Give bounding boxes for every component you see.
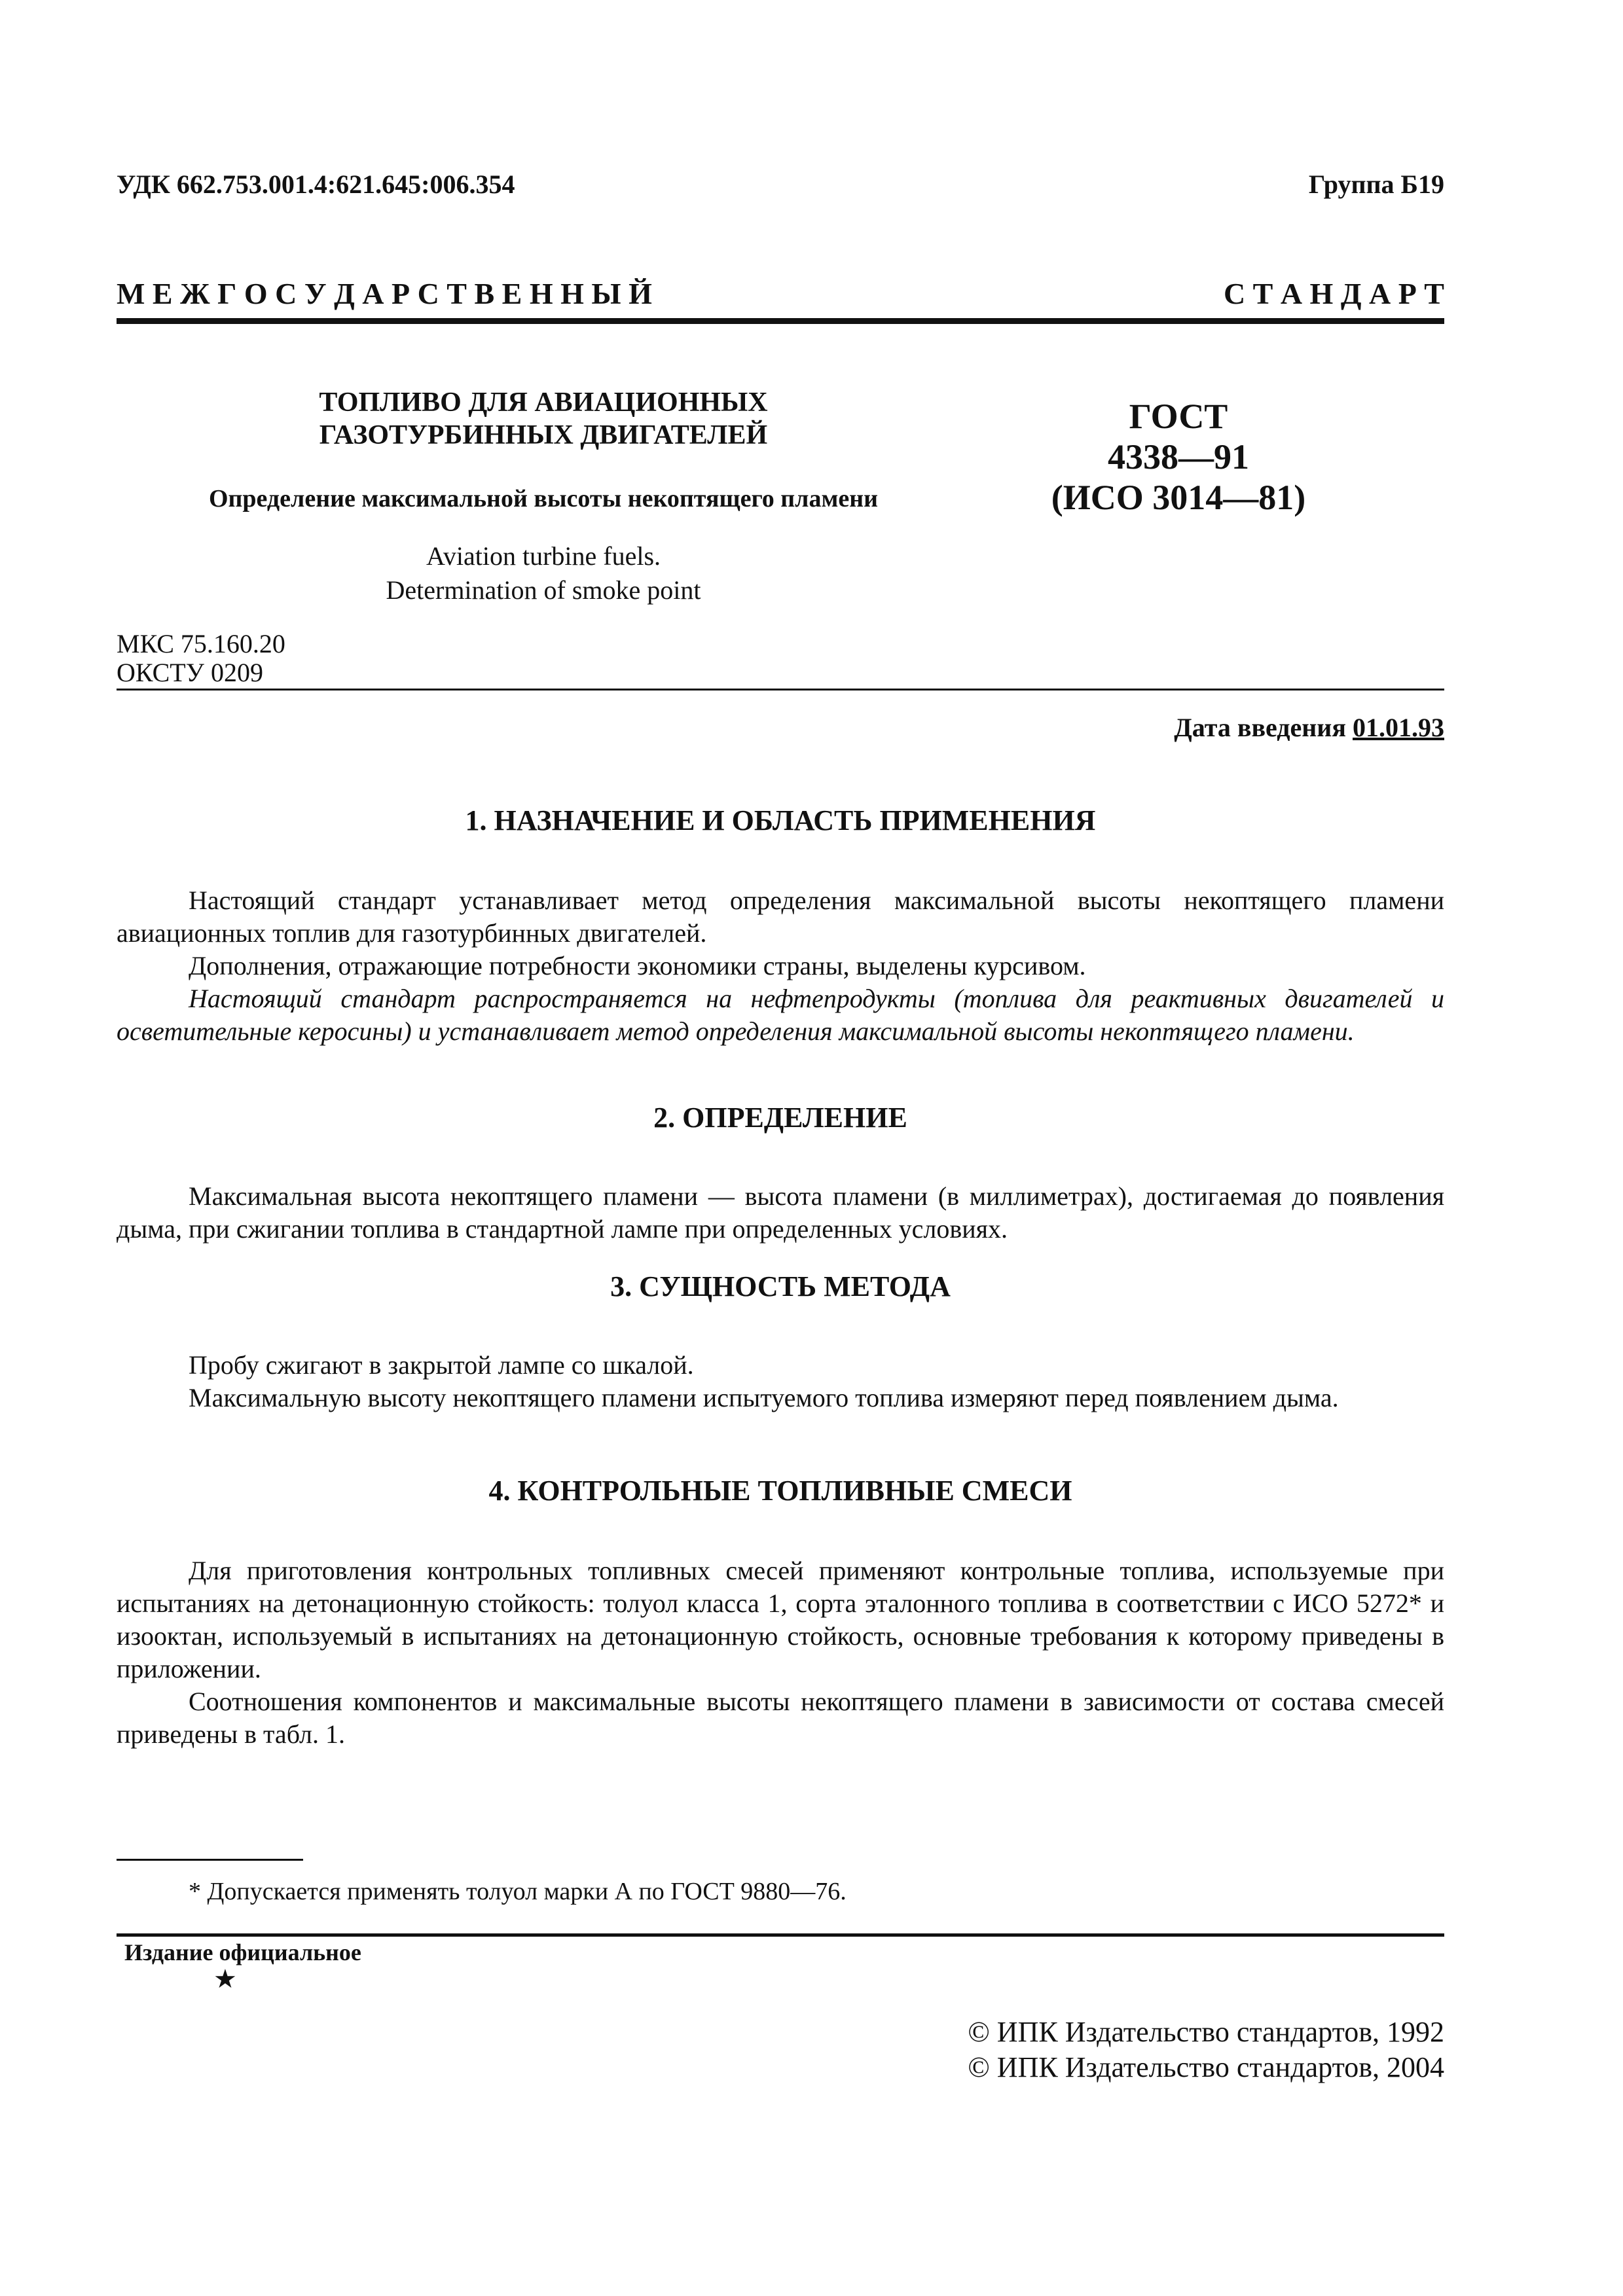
paragraph: Пробу сжигают в закрытой лампе со шкалой. [189,1350,694,1380]
section-4 [117,1474,1444,1751]
title-block [118,386,969,607]
footer-rule [117,1933,1444,1937]
section-title: 3. СУЩНОСТЬ МЕТОДА [610,1270,951,1302]
english-title [118,539,969,607]
paragraph: Максимальная высота некоптящего пламени — высота пламени (в миллиметрах), достигаемая до появления дыма, при сжигании топлива в стандартной лампе при определенных условиях. [117,1181,1444,1244]
copyright-2004: © ИПК Издательство стандартов, 2004 [968,2051,1444,2083]
title-rule [117,689,1444,691]
paragraph-italic: Настоящий стандарт распространяется на нефтепродукты (топлива для реактивных двигателей и осветительные керосины) и устанавливает метод определения максимальной высоты некоптящего пламени. [117,984,1444,1046]
star-icon: ★ [213,1964,237,1994]
gost-designation [1021,396,1336,518]
paragraph: Максимальную высоту некоптящего пламени испытуемого топлива измеряют перед появлением дыма. [189,1383,1339,1412]
interstate-standard-heading [117,274,1444,313]
date-label: Дата введения [1174,713,1346,742]
classification-codes [117,630,285,687]
gost-label: ГОСТ [1129,397,1228,436]
paragraph: Дополнения, отражающие потребности экономики страны, выделены курсивом. [189,951,1086,980]
paragraph: Соотношения компонентов и максимальные высоты некоптящего пламени в зависимости от состава смесей приведены в табл. 1. [117,1687,1444,1749]
standard-word: С Т А Н Д А Р Т [1223,276,1444,310]
official-edition-label: Издание официальное [124,1939,361,1965]
footnote-rule [117,1859,303,1861]
english-title-line2: Determination of smoke point [386,575,701,605]
gost-number: 4338—91 [1108,437,1249,476]
udk-code: УДК 662.753.001.4:621.645:006.354 [117,170,515,199]
group-code: Группа Б19 [1308,170,1444,199]
paragraph: Для приготовления контрольных топливных смесей применяют контрольные топлива, используемые при испытаниях на детонационную стойкость: толуол класса 1, сорта эталонного топлива в соответствии с ИСО 5272* и изооктан, используемый в испытаниях на детонационную стойкость, основные требования к которому приведены в приложении. [117,1556,1444,1683]
section-title: 4. КОНТРОЛЬНЫЕ ТОПЛИВНЫЕ СМЕСИ [488,1475,1072,1507]
section-title: 2. ОПРЕДЕЛЕНИЕ [653,1102,907,1134]
introduction-date [1174,712,1444,743]
date-value: 01.01.93 [1353,713,1444,742]
header-rule [117,318,1444,324]
copyright-block [968,2015,1444,2085]
document-title-line1: ТОПЛИВО ДЛЯ АВИАЦИОННЫХ [319,387,768,418]
section-1 [117,804,1444,1048]
section-3 [117,1270,1444,1414]
copyright-1992: © ИПК Издательство стандартов, 1992 [968,2016,1444,2048]
footnote: * Допускается применять толуол марки А по ГОСТ 9880—76. [189,1878,847,1905]
interstate-word: М Е Ж Г О С У Д А Р С Т В Е Н Н Ы Й [117,276,652,310]
iso-number: (ИСО 3014—81) [1051,478,1306,517]
okstu-code: ОКСТУ 0209 [117,658,264,687]
document-subtitle: Определение максимальной высоты некоптящего пламени [208,485,879,512]
mks-code: МКС 75.160.20 [117,629,285,658]
section-title: 1. НАЗНАЧЕНИЕ И ОБЛАСТЬ ПРИМЕНЕНИЯ [465,804,1096,836]
section-2 [117,1101,1444,1246]
english-title-line1: Aviation turbine fuels. [426,541,661,571]
paragraph: Настоящий стандарт устанавливает метод определения максимальной высоты некоптящего пламени авиационных топлив для газотурбинных двигателей. [117,886,1444,948]
document-title-line2: ГАЗОТУРБИННЫХ ДВИГАТЕЛЕЙ [319,420,768,450]
